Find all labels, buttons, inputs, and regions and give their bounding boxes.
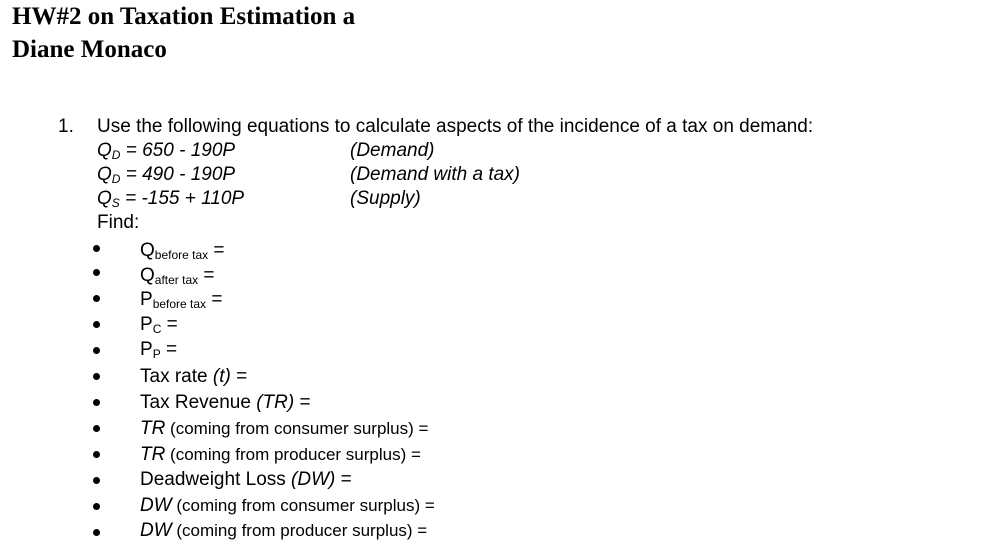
list-item-dw-producer: DW (coming from producer surplus) = bbox=[140, 520, 428, 541]
find-label: Find: bbox=[97, 212, 140, 233]
list-bullet bbox=[93, 347, 100, 354]
title-line-2: Diane Monaco bbox=[12, 36, 167, 63]
list-item-q-before-tax: $Q_{before tax}$ = bbox=[140, 240, 225, 262]
list-bullet bbox=[93, 269, 100, 276]
list-bullet bbox=[93, 425, 100, 432]
list-bullet bbox=[93, 451, 100, 458]
list-item-dw-consumer: DW (coming from consumer surplus) = bbox=[140, 495, 435, 516]
list-item-pp: $P_P$ = bbox=[140, 339, 178, 361]
list-bullet bbox=[93, 373, 100, 380]
list-bullet bbox=[93, 295, 100, 302]
list-bullet bbox=[93, 245, 100, 252]
list-item-p-before-tax: $P_{before tax}$ = bbox=[140, 289, 223, 311]
list-item-tax-revenue: Tax Revenue (TR) = bbox=[140, 392, 311, 413]
list-bullet bbox=[93, 503, 100, 510]
list-bullet bbox=[93, 477, 100, 484]
equation-supply: $Q_S = -155 + 110P$ bbox=[97, 188, 245, 210]
equation-supply-note: (Supply) bbox=[350, 188, 421, 209]
list-bullet bbox=[93, 399, 100, 406]
list-item-tr-consumer: TR (coming from consumer surplus) = bbox=[140, 418, 429, 439]
list-item-tr-producer: TR (coming from producer surplus) = bbox=[140, 444, 421, 465]
equation-demand-with-tax-note: (Demand with a tax) bbox=[350, 164, 521, 185]
question-prompt: Use the following equations to calculate aspects of the incidence of a tax on demand: bbox=[97, 116, 814, 137]
list-bullet bbox=[93, 321, 100, 328]
equation-demand-with-tax: $Q_D = 490 - 190P$ bbox=[97, 164, 236, 186]
list-item-deadweight-loss: Deadweight Loss (DW) = bbox=[140, 469, 352, 490]
list-item-pc: $P_C$ = bbox=[140, 314, 178, 336]
equation-demand: $Q_D = 650 - 190P$ bbox=[97, 140, 236, 162]
list-bullet bbox=[93, 529, 100, 536]
title-line-1: HW#2 on Taxation Estimation a bbox=[12, 3, 356, 30]
question-number: 1. bbox=[58, 116, 74, 137]
list-item-q-after-tax: $Q_{after tax}$ = bbox=[140, 265, 215, 287]
equation-demand-note: (Demand) bbox=[350, 140, 435, 161]
list-item-tax-rate: Tax rate (t) = bbox=[140, 366, 248, 387]
